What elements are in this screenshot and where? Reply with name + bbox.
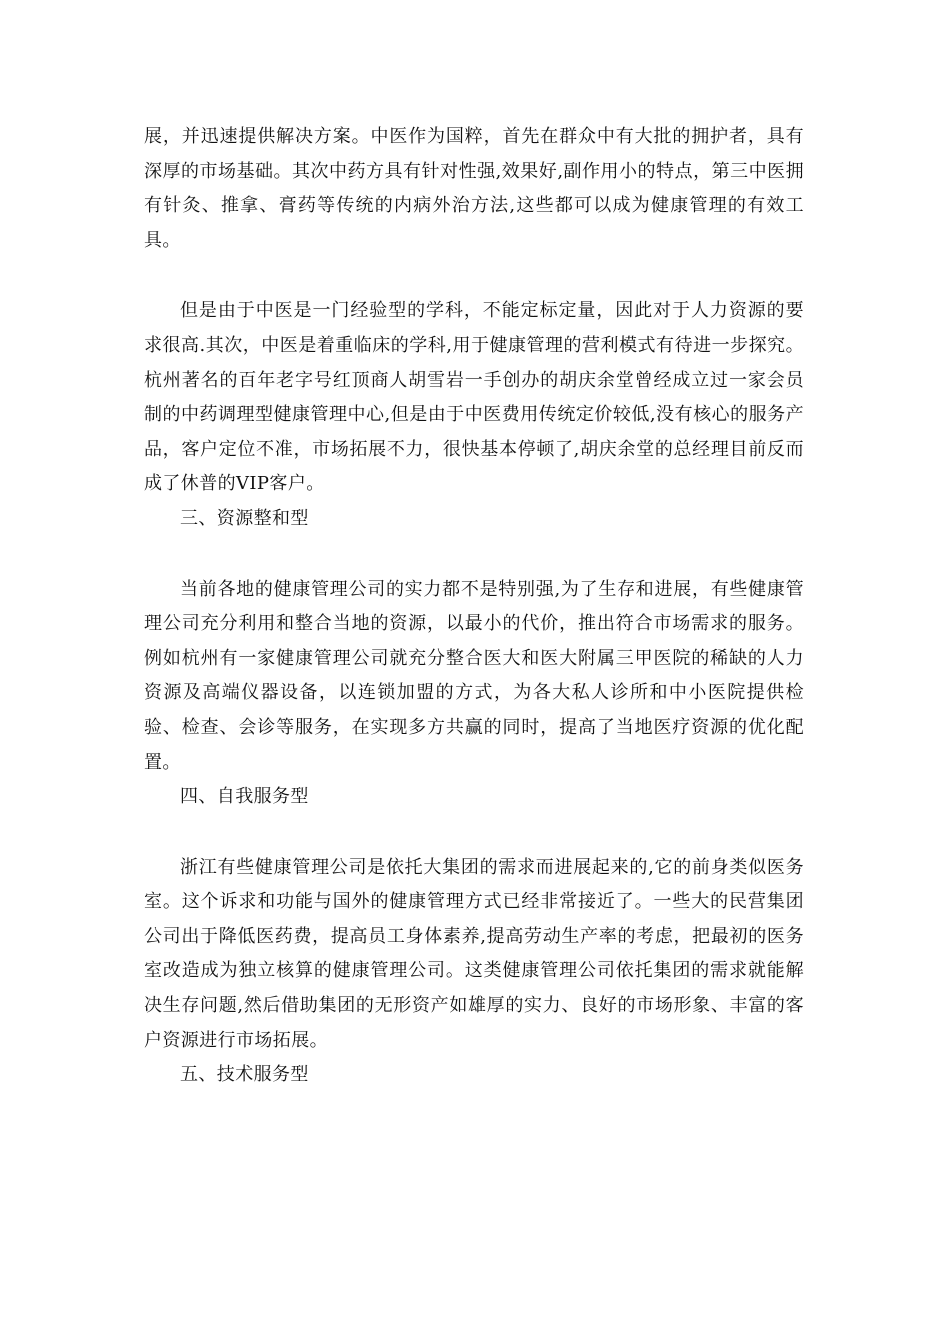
section-heading-resource-integration: 三、资源整和型 — [180, 507, 309, 529]
section-heading-technical-service: 五、技术服务型 — [180, 1064, 309, 1086]
paragraph-tcm-advantages: 展，并迅速提供解决方案。中医作为国粹，首先在群众中有大批的拥护者，具有深厚的市场基础。其次中药方具有针对性强,效果好,副作用小的特点，第三中医拥有针灸、推拿、膏药等传统的内病外治方法,这些都可以成为健康管理的有效工具。 — [144, 126, 804, 251]
paragraph-tcm-limitations: 但是由于中医是一门经验型的学科，不能定标定量，因此对于人力资源的要求很高.其次，中医是着重临床的学科,用于健康管理的营利模式有待进一步探究。杭州著名的百年老字号红顶商人胡雪岩一手创办的胡庆余堂曾经成立过一家会员制的中药调理型健康管理中心,但是由于中医费用传统定价较低,没有核心的服务产品，客户定位不准，市场拓展不力，很快基本停顿了,胡庆余堂的总经理目前反而成了休普的VIP客户。 — [144, 300, 804, 495]
section-heading-self-service: 四、自我服务型 — [180, 786, 309, 808]
paragraph-resource-integration: 当前各地的健康管理公司的实力都不是特别强,为了生存和进展，有些健康管理公司充分利用和整合当地的资源，以最小的代价，推出符合市场需求的服务。例如杭州有一家健康管理公司就充分整合医大和医大附属三甲医院的稀缺的人力资源及高端仪器设备，以连锁加盟的方式，为各大私人诊所和中小医院提供检验、检查、会诊等服务，在实现多方共赢的同时，提高了当地医疗资源的优化配置。 — [144, 578, 804, 773]
document-page — [144, 120, 804, 1093]
paragraph-self-service: 浙江有些健康管理公司是依托大集团的需求而进展起来的,它的前身类似医务室。这个诉求和功能与国外的健康管理方式已经非常接近了。一些大的民营集团公司出于降低医药费，提高员工身体素养,提高劳动生产率的考虑，把最初的医务室改造成为独立核算的健康管理公司。这类健康管理公司依托集团的需求就能解决生存问题,然后借助集团的无形资产如雄厚的实力、良好的市场形象、丰富的客户资源进行市场拓展。 — [144, 856, 804, 1051]
